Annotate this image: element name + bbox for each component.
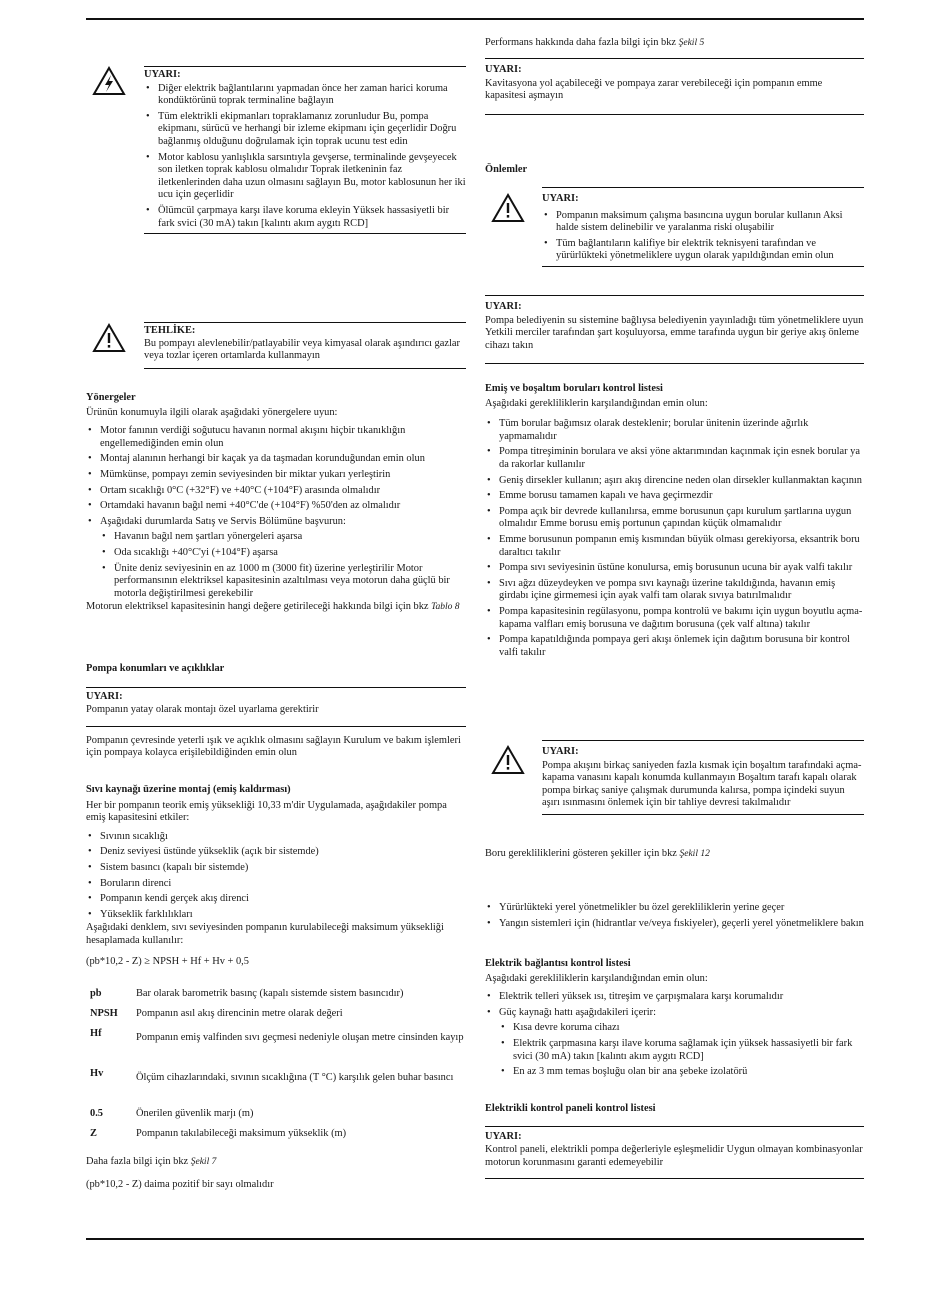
list-item: • Pompa kapasitesinin regülasyonu, pompa kontrolü ve bakımı için uygun boyutlu açma-kapama valfları emiş borusuna ve dağıtım borusuna (çek valf altına) takılır [485,606,864,631]
list-item: • Mümkünse, pompayı zemin seviyesinden bir miktar yukarı yerleştirin [86,469,466,482]
list-item: • Montaj alanının herhangi bir kaçak ya da taşmadan korunduğundan emin olun [86,453,466,466]
figure-reference-link[interactable]: Şekil 12 [679,849,710,859]
positive-value-note: (pb*10,2 - Z) daima pozitif bir sayı olmalıdır [86,1179,274,1190]
term-symbol: Hf [90,1028,102,1039]
section-heading: Sıvı kaynağı üzerine montaj (emiş kaldırması) [86,784,291,795]
guidelines-section [86,392,466,614]
sub-list-item: • Elektrik çarpmasına karşı ilave koruma sağlamak için yüksek hassasiyetli bir fark svici (30 mA) takın [kalıntı akım aygıtı RCD] [499,1038,864,1063]
list-item: • Emme borusunun pompanın emiş kısmından büyük olması gerekiyorsa, eksantrik boru daraltıcı takılır [485,534,864,559]
electric-warning-icon [92,66,126,101]
list-item: • Pompanın kendi gerçek akış direnci [86,893,466,906]
list-item: • Sıvı ağzı düzeydeyken ve pompa sıvı kaynağı üzerine takıldığında, havanın emiş girdabı içine girmemesi için ayak valfi tam olarak sıvıya batırılmalıdır [485,578,864,603]
sub-list-item: • Oda sıcaklığı +40°C'yi (+104°F) aşarsa [100,547,466,560]
precautions-warning [542,187,864,267]
sub-list-item: • Havanın bağıl nem şartları yönergeleri aşarsa [100,531,466,544]
list-item: • Pompa kapatıldığında pompaya geri akışı önlemek için dağıtım borusuna bir kontrol valfi takılır [485,634,864,659]
list-item: • Tüm bağlantıların kalifiye bir elektrik teknisyeni tarafından ve yürürlükteki yönetmeliklere uygun olarak yapıldığından emin olun [542,238,864,263]
section-heading: Emiş ve boşaltım boruları kontrol listesi [485,383,663,394]
section-heading: Önlemler [485,164,528,175]
pipe-intro: Aşağıdaki gerekliliklerin karşılandığından emin olun: [485,397,708,409]
warning-triangle-icon [92,323,126,358]
municipal-warning [485,295,864,364]
list-item: • Pompanın maksimum çalışma basıncına uygun borular kullanın Aksi halde sistem delinebilir ve yaralanma riski oluşabilir [542,210,864,235]
more-info-text: Daha fazla bilgi için bkz [86,1156,189,1167]
sub-list-item: • En az 3 mm temas boşluğu olan bir ana şebeke izolatörü [499,1066,864,1079]
warning-title: UYARI: [485,64,522,75]
warning-title: UYARI: [542,746,579,757]
guidelines-outro: Motorun elektriksel kapasitesinin hangi değere getirileceği hakkında bilgi için bkz [86,601,429,613]
figure-reference-link[interactable]: Şekil 7 [190,1157,217,1167]
warning-title: UYARI: [485,1130,522,1142]
equation-intro: Aşağıdaki denklem, sıvı seviyesinden pompanın kurulabileceği maksimum yüksekliği hesaplamada kullanılır: [86,922,444,946]
performance-text: Performans hakkında daha fazla bilgi için bkz [485,37,677,48]
pipe-checklist-section [485,383,864,662]
list-item: • Yangın sistemleri için (hidrantlar ve/veya fıskiyeler), geçerli yerel yönetmeliklere bakın [485,918,864,931]
list-item: • Sıvının sıcaklığı [86,831,466,844]
table-reference-link[interactable]: Tablo 8 [431,602,460,613]
term-description: Ölçüm cihazlarındaki, sıvının sıcaklığına (T °C) karşılık gelen buhar basıncı [136,1072,454,1083]
electrical-intro: Aşağıdaki gerekliliklerin karşılandığından emin olun: [485,972,708,984]
term-description: Pompanın asıl akış direncinin metre olarak değeri [136,1008,343,1019]
warning-text: Pompa akışını birkaç saniyeden fazla kısmak için boşaltım tarafındaki açma-kapama vanasını kapalı konumda kullanmayın Boşaltım tarafı kapalı olarak pompa birkaç saniye çalışmak durumunda kalırsa, pompa içindeki suyun aşırı ısınmasını önlemek için bir tahliye devresi takılmalıdır [542,759,862,809]
list-item: • Diğer elektrik bağlantılarını yapmadan önce her zaman harici koruma kondüktörünü toprak terminaline bağlayın [144,83,466,108]
section-heading: Elektrik bağlantısı kontrol listesi [485,958,631,969]
guidelines-intro: Ürünün konumuyla ilgili olarak aşağıdaki yönergelere uyun: [86,406,338,418]
list-item: • Tüm borular bağımsız olarak desteklenir; borular ünitenin üzerinde ağırlık yapmamalıdır [485,418,864,443]
local-regulations-list [485,902,864,933]
term-symbol: Z [90,1128,97,1139]
cavitation-warning [485,58,864,115]
list-item: • Pompa titreşiminin borulara ve aksi yöne aktarımından kaçınmak için esnek borular ya da rakorlar kullanılır [485,446,864,471]
figure-reference-link[interactable]: Şekil 5 [678,38,705,48]
clearance-text: Pompanın çevresinde yeterli ışık ve açıklık olmasını sağlayın Kurulum ve bakım işlemleri için pompaya kolayca erişilebildiğinden emin olun [86,734,461,759]
term-description: Bar olarak barometrik basınç (kapalı sistemde sistem basıncıdır) [136,988,404,999]
danger-text: Bu pompayı alevlenebilir/patlayabilir veya kimyasal olarak aşındırıcı gazlar veya tozlar içeren ortamlarda kullanmayın [144,337,460,362]
list-item: • Emme borusu tamamen kapalı ve hava geçirmezdir [485,490,864,503]
term-symbol: Hv [90,1068,104,1079]
warning-text: Kontrol paneli, elektrikli pompa değerleriyle eşleşmelidir Uygun olmayan kombinasyonlar motorun korunmasını garanti edemeyebilir [485,1144,863,1168]
list-item: • Ortam sıcaklığı 0°C (+32°F) ve +40°C (+104°F) arasında olmalıdır [86,485,466,498]
warning-title: UYARI: [542,193,579,204]
warning-text: Kavitasyona yol açabileceği ve pompaya zarar verebileceği için pompanın emme kapasitesi aşmayın [485,77,823,102]
term-symbol: NPSH [90,1008,118,1019]
warning-triangle-icon [491,745,525,780]
top-rule [86,18,864,20]
bottom-rule [86,1238,864,1240]
list-item: • Pompa açık bir devrede kullanılırsa, emme borusunun çapı kurulum şartlarına uygun olmalıdır Emme borusu emiş portunun çapından küçük olmamalıdır [485,506,864,531]
warning-text: Pompa belediyenin su sistemine bağlıysa belediyenin yayınladığı tüm yönetmeliklere uyun Yetkili merciler tarafından şart koşuluyorsa, emme tarafında uygun bir geriye akış önleme cihazı takın [485,314,864,351]
positions-section [86,663,466,760]
term-description: Pompanın emiş valfinden sıvı geçmesi nedeniyle oluşan metre cinsinden kayıp [136,1032,464,1043]
list-item: • Sistem basıncı (kapalı bir sistemde) [86,862,466,875]
term-symbol: 0.5 [90,1108,103,1119]
list-item: • Deniz seviyesi üstünde yükseklik (açık bir sistemde) [86,846,466,859]
danger-title: TEHLİKE: [144,325,196,336]
list-item: • Pompa sıvı seviyesinin üstüne konulursa, emiş borusunun ucuna bir ayak valfi takılır [485,562,864,575]
list-item: • Motor fanının verdiği soğutucu havanın normal akışını hiçbir tıkanıklığın engellemediğinden emin olun [86,425,466,450]
warning-title: UYARI: [144,69,181,80]
list-item: • Geniş dirsekler kullanın; aşırı akış direncine neden olan dirsekler kullanmaktan kaçının [485,475,864,488]
section-heading: Pompa konumları ve açıklıklar [86,663,225,674]
control-panel-section [485,1103,864,1179]
warning-title: UYARI: [485,301,522,312]
suction-lift-section [86,784,466,968]
equation: (pb*10,2 - Z) ≥ NPSH + Hf + Hv + 0,5 [86,955,249,967]
list-item: • Yükseklik farklılıkları [86,909,466,922]
sub-list-item: • Kısa devre koruma cihazı [499,1022,864,1035]
term-description: Pompanın takılabileceği maksimum yükseklik (m) [136,1128,347,1139]
sub-list-item: • Ünite deniz seviyesinin en az 1000 m (3000 fit) üzerine yerleştirilir Motor performansının elektriksel kapasitesinin azaltılması veya motorun daha güçlü bir motorla değiştirilmesi gerekebilir [100,563,466,601]
warning-triangle-icon [491,193,525,228]
warning-title: UYARI: [86,690,123,702]
list-item: • Aşağıdaki durumlarda Satış ve Servis Bölümüne başvurun: [86,516,466,529]
term-description: Önerilen güvenlik marjı (m) [136,1108,254,1119]
list-item: • Elektrik telleri yüksek ısı, titreşim ve çarpışmalara karşı korumalıdır [485,991,864,1004]
section-heading: Elektrikli kontrol paneli kontrol listesi [485,1103,656,1114]
warning-box-electrical [144,66,466,234]
equation-terms-table [90,988,466,1148]
list-item: • Boruların direnci [86,878,466,891]
suction-intro: Her bir pompanın teorik emiş yüksekliği 10,33 m'dir Uygulamada, aşağıdakiler pompa emiş kapasitesini etkiler: [86,799,447,824]
list-item: • Yürürlükteki yerel yönetmelikler bu özel gerekliliklerin yerine geçer [485,902,864,915]
warning-text: Pompanın yatay olarak montajı özel uyarlama gerektirir [86,704,319,716]
list-item: • Tüm elektrikli ekipmanları topraklamanız zorunludur Bu, pompa ekipmanı, sürücü ve herhangi bir izleme ekipmanı için geçerlidir Doğru bağlanmış olduğunu doğrulamak için toprak ucunu test edin [144,111,466,149]
list-item: • Güç kaynağı hattı aşağıdakileri içerir: [485,1007,864,1020]
electrical-checklist-section [485,958,864,1082]
throttle-warning [542,740,864,815]
list-item: • Ölümcül çarpmaya karşı ilave koruma ekleyin Yüksek hassasiyetli bir fark svici (30 mA) takın [kalıntı akım aygıtı RCD] [144,205,466,230]
list-item: • Motor kablosu yanlışlıkla sarsıntıyla gevşerse, terminalinde gevşeyecek son iletken toprak kablosu olmalıdır Toprak iletkeninin faz iletkenlerinden daha uzun olmasını sağlayın Bu, motor kablosunun her iki ucu için geçerlidir [144,152,466,202]
list-item: • Ortamdaki havanın bağıl nemi +40°C'de (+104°F) %50'den az olmalıdır [86,500,466,513]
term-symbol: pb [90,988,102,999]
danger-box [144,322,466,369]
pipe-figure-text: Boru gerekliliklerini gösteren şekiller için bkz [485,848,677,859]
section-heading: Yönergeler [86,392,136,403]
